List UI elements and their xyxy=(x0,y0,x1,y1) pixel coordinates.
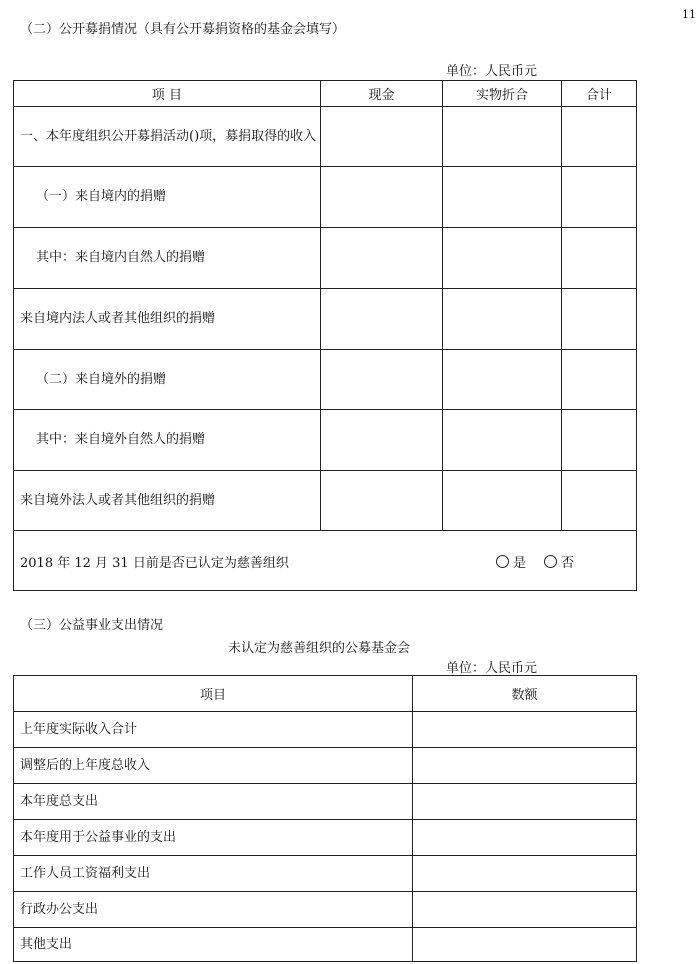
in-kind-cell xyxy=(443,167,562,228)
row-label: 调整后的上年度总收入 xyxy=(14,748,413,784)
amount-cell xyxy=(413,856,637,892)
table-row xyxy=(14,820,637,856)
in-kind-cell xyxy=(443,228,562,289)
cash-cell xyxy=(321,228,443,289)
table-header-row xyxy=(14,676,637,712)
section-title: （三）公益事业支出情况 xyxy=(20,618,164,633)
in-kind-cell xyxy=(443,350,562,410)
in-kind-cell xyxy=(443,107,562,167)
table-row xyxy=(14,228,637,289)
total-cell xyxy=(562,228,637,289)
recognition-question: 2018 年 12 月 31 日前是否已认定为慈善组织 xyxy=(20,556,289,571)
amount-cell xyxy=(413,892,637,928)
amount-cell xyxy=(413,928,637,962)
column-header-in-kind: 实物折合 xyxy=(443,81,562,107)
row-label: 工作人员工资福利支出 xyxy=(14,856,413,892)
table-row xyxy=(14,748,637,784)
table-row xyxy=(14,892,637,928)
in-kind-cell xyxy=(443,410,562,471)
row-label: 本年度用于公益事业的支出 xyxy=(14,820,413,856)
table-row xyxy=(14,410,637,471)
table-row xyxy=(14,784,637,820)
cash-cell xyxy=(321,471,443,531)
yes-label: 是 xyxy=(513,556,527,571)
table-header-row xyxy=(14,81,637,107)
row-label: （一）来自境内的捐赠 xyxy=(14,167,321,228)
row-label: 来自境外法人或者其他组织的捐赠 xyxy=(14,471,321,531)
cash-cell xyxy=(321,289,443,350)
table-row xyxy=(14,471,637,531)
section-subtitle: 未认定为慈善组织的公募基金会 xyxy=(228,641,411,656)
donation-table xyxy=(13,80,637,591)
row-label: 行政办公支出 xyxy=(14,892,413,928)
in-kind-cell xyxy=(443,289,562,350)
column-header-item: 项 目 xyxy=(14,81,321,107)
no-label: 否 xyxy=(561,556,575,571)
cash-cell xyxy=(321,350,443,410)
recognition-options xyxy=(496,552,574,571)
page-number: 11 xyxy=(682,8,696,21)
row-label: 其他支出 xyxy=(14,928,413,962)
yes-radio[interactable] xyxy=(496,555,509,568)
row-label: 其中：来自境内自然人的捐赠 xyxy=(14,228,321,289)
column-header-item: 项目 xyxy=(14,676,413,712)
table-row xyxy=(14,712,637,748)
cash-cell xyxy=(321,107,443,167)
row-label: 来自境内法人或者其他组织的捐赠 xyxy=(14,289,321,350)
row-label: （二）来自境外的捐赠 xyxy=(14,350,321,410)
total-cell xyxy=(562,410,637,471)
amount-cell xyxy=(413,820,637,856)
cash-cell xyxy=(321,167,443,228)
amount-cell xyxy=(413,748,637,784)
total-cell xyxy=(562,167,637,228)
row-label: 其中：来自境外自然人的捐赠 xyxy=(14,410,321,471)
row-label: 上年度实际收入合计 xyxy=(14,712,413,748)
row-label: 一、本年度组织公开募捐活动()项，募捐取得的收入 xyxy=(14,107,321,167)
total-cell xyxy=(562,107,637,167)
section-title: （二）公开募捐情况（具有公开募捐资格的基金会填写） xyxy=(20,22,346,37)
no-radio[interactable] xyxy=(544,555,557,568)
expenditure-table xyxy=(13,675,637,962)
column-header-total: 合计 xyxy=(562,81,637,107)
row-label: 本年度总支出 xyxy=(14,784,413,820)
unit-label: 单位：人民币元 xyxy=(446,64,538,79)
table-row xyxy=(14,856,637,892)
recognition-row xyxy=(14,531,637,591)
table-row xyxy=(14,350,637,410)
table-row xyxy=(14,167,637,228)
total-cell xyxy=(562,471,637,531)
amount-cell xyxy=(413,712,637,748)
in-kind-cell xyxy=(443,471,562,531)
cash-cell xyxy=(321,410,443,471)
amount-cell xyxy=(413,784,637,820)
table-row xyxy=(14,289,637,350)
table-row xyxy=(14,107,637,167)
unit-label: 单位：人民币元 xyxy=(446,661,538,676)
total-cell xyxy=(562,350,637,410)
recognition-cell xyxy=(14,531,637,591)
column-header-amount: 数额 xyxy=(413,676,637,712)
table-row xyxy=(14,928,637,962)
total-cell xyxy=(562,289,637,350)
column-header-cash: 现金 xyxy=(321,81,443,107)
